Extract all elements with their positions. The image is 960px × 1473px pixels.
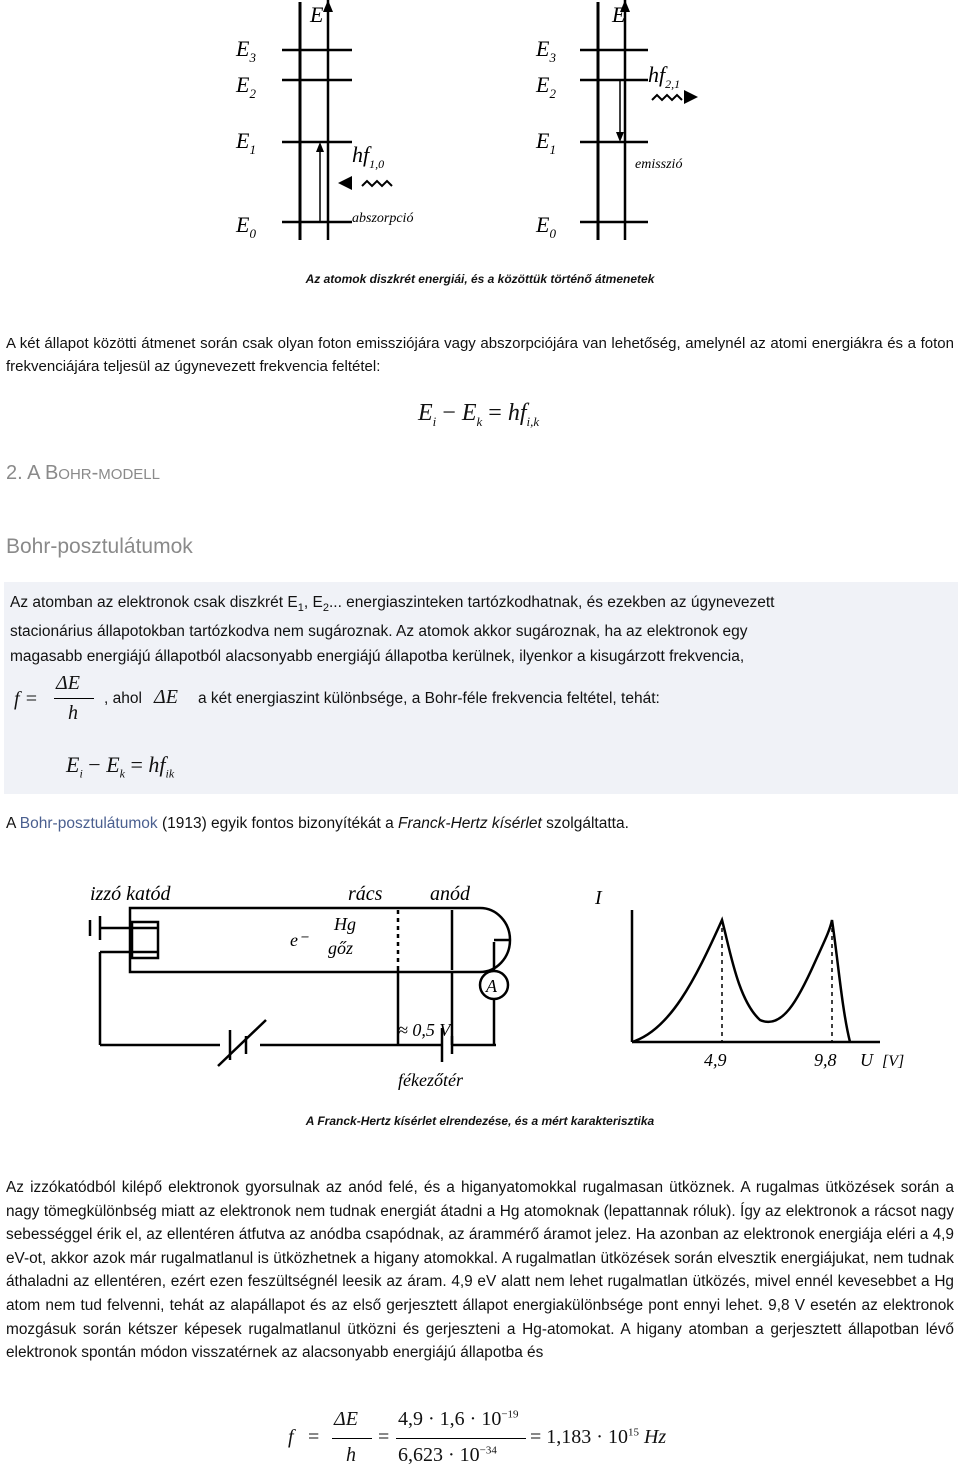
subsection-heading: Bohr-posztulátumok: [6, 535, 193, 558]
bohr-link[interactable]: Bohr-posztulátumok: [19, 815, 158, 832]
tick-4-9: 4,9: [704, 1050, 727, 1070]
graph-x-label: U: [860, 1050, 873, 1070]
vapor-label: gőz: [328, 938, 354, 958]
energy-level-diagram: [220, 0, 740, 250]
postulate-line-3: magasabb energiájú állapotból alacsonyabb energiájú állapotba kerülnek, ilyenkor a kisugárzott frekvencia,: [10, 648, 745, 665]
ammeter-label: A: [486, 976, 497, 996]
axis-label-E: E: [612, 2, 626, 27]
graph-x-unit: [V]: [882, 1053, 905, 1070]
section-heading: 2. A BOHR-MODELL: [6, 462, 160, 484]
axis-label-E: E: [310, 2, 324, 27]
current-voltage-graph: [594, 887, 904, 1070]
graph-y-label: I: [595, 887, 602, 909]
photon-wave: [652, 95, 682, 100]
postulate-line-1: Az atomban az elektronok csak diszkrét $E_1$, $E_2$... energiaszinteken tartózkodhatnak, és ezekben az úgynevezett: [10, 594, 775, 615]
level-label-E3: $E_3$: [236, 36, 256, 65]
hg-label: Hg: [334, 914, 356, 934]
absorption-diagram: [235, 0, 413, 241]
delta-e-symbol: ΔE: [154, 686, 178, 708]
level-label-E1: $E_1$: [536, 128, 556, 157]
process-label: emisszió: [635, 157, 683, 172]
emission-diagram: [535, 0, 698, 241]
final-formula: f = ΔE h = $4,9 \cdot 1,6 \cdot 10^{-19}$ $6,623 \cdot 10^{-34}$ = $1,183 \cdot 10^{15}$ Hz: [288, 1408, 667, 1466]
postulate-line-4: a két energiaszint különbsége, a Bohr-féle frekvencia feltétel, tehát:: [198, 690, 660, 707]
intro-paragraph: A két állapot közötti átmenet során csak olyan foton emissziójára vagy abszorpciójára van lehetőség, amelynél az atomi energiákra és a foton frekvenciájára teljesül az úgynevezett frekvencia feltétel:: [6, 335, 954, 375]
grid-label: rács: [348, 883, 383, 905]
level-label-E2: $E_2$: [536, 72, 556, 101]
level-label-E3: $E_3$: [536, 36, 556, 65]
characteristic-curve: [632, 920, 850, 1042]
anode-label: anód: [430, 883, 470, 905]
brake-label: fékezőtér: [398, 1070, 463, 1090]
level-label-E2: $E_2$: [236, 72, 256, 101]
bohr-frequency-formula: $E_i - E_k = hf_{ik}$: [66, 752, 175, 781]
ahol-text: , ahol: [104, 690, 142, 707]
bohr-paragraph: A Bohr-posztulátumok (1913) egyik fontos bizonyítékát a Franck-Hertz kísérlet szolgáltatta.: [6, 815, 629, 832]
figure-caption-1: Az atomok diszkrét energiái, és a közöttük történő átmenetek: [305, 272, 655, 286]
frequency-formula: f = ΔE h: [14, 676, 104, 726]
figure-caption-2: A Franck-Hertz kísérlet elrendezése, és a mért karakterisztika: [305, 1114, 655, 1128]
photon-label: $hf_{2,1}$: [648, 62, 681, 91]
electron-label: e⁻: [290, 930, 308, 950]
process-label: abszorpció: [352, 211, 414, 226]
voltage-label: ≈ 0,5 V: [398, 1020, 451, 1040]
level-label-E0: $E_0$: [236, 212, 256, 241]
photon-wave: [362, 181, 392, 186]
postulate-line-2: stacionárius állapotokban tartózkodva nem sugároznak. Az atomok akkor sugároznak, ha az elektronok egy: [10, 623, 748, 640]
level-label-E0: $E_0$: [536, 212, 556, 241]
cathode-label: izzó katód: [90, 883, 171, 905]
tick-9-8: 9,8: [814, 1050, 837, 1070]
photon-label: $hf_{1,0}$: [352, 142, 385, 171]
franck-hertz-diagram: [70, 870, 905, 1120]
level-label-E1: $E_1$: [236, 128, 256, 157]
main-paragraph: Az izzókatódból kilépő elektronok gyorsulnak az anód felé, és a higanyatomokkal rugalmasan ütköznek. A rugalmas ütközések során a nagy tömegkülönbség miatt az elektronok nem tudnak energiát átadni a Hg atomoknak (lepattannak róluk). Így az elektronok a rácsot nagy sebességgel érik el, az ellentéren átfutva az anódba csapódnak, az árammérő áramot jelez. Ha azonban az elektronok energiája eléri a 4,9 eV-ot, akkor azok már rugalmatlanul is ütközhetnek a higany atomokkal. A rugalmatlan ütközések során elvesztik energiájukat, nem tudnak áthaladni az ellentéren, ezért ezen feszültségnél leesik az áram. 4,9 eV alatt nem lehet rugalmatlan ütközés, mivel ennél kevesebbet a Hg atom nem tud felvenni, tehát az alapállapot és az első gerjesztett állapot energiakülönbsége pont ennyi lehet. 9,8 V esetén az elektronok mozgásuk során kétszer képesek rugalmatlanul ütközni és gerjeszteni a Hg-atomokat. A higany atomban a gerjesztett állapotban lévő elektronok spontán módon visszatérnek az alacsonyabb energiájú állapotba és: [6, 1179, 954, 1362]
frequency-condition-formula: $E_i - E_k = hf_{i,k}$: [418, 400, 540, 429]
